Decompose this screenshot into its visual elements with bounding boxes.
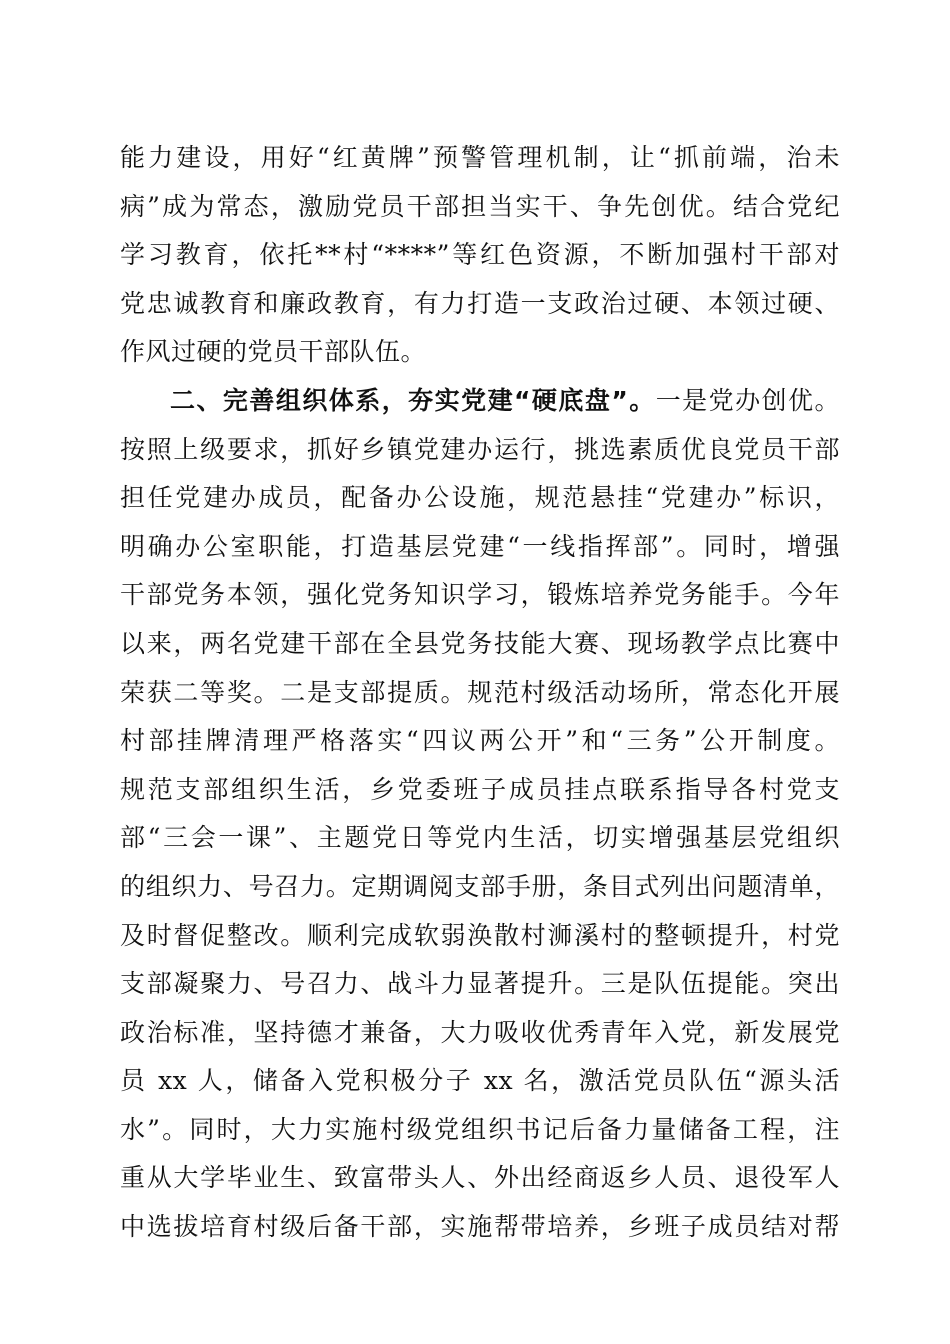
paragraph-line: 员 xx 人，储备入党积极分子 xx 名，激活党员队伍“源头活 <box>120 1066 840 1096</box>
section-heading: 二、完善组织体系，夯实党建“硬底盘”。 <box>170 385 656 415</box>
paragraph-line: 部“三会一课”、主题党日等党内生活，切实增强基层党组织 <box>120 823 840 853</box>
paragraph-line: 重从大学毕业生、致富带头人、外出经商返乡人员、退役军人 <box>120 1163 840 1193</box>
paragraph-line-rest: 一是党办创优。 <box>655 385 840 415</box>
paragraph-line: 及时督促整改。顺利完成软弱涣散村浉溪村的整顿提升，村党 <box>120 920 840 950</box>
paragraph-capacity-building <box>120 134 840 377</box>
paragraph-line: 以来，两名党建干部在全县党务技能大赛、现场教学点比赛中 <box>120 628 840 658</box>
paragraph-line: 的组织力、号召力。定期调阅支部手册，条目式列出问题清单， <box>120 871 840 901</box>
paragraph-line: 支部凝聚力、号召力、战斗力显著提升。三是队伍提能。突出 <box>120 969 840 999</box>
paragraph-line: 政治标准，坚持德才兼备，大力吸收优秀青年入党，新发展党 <box>120 1017 840 1047</box>
section-heading-line <box>120 377 840 426</box>
document-body <box>120 134 840 1252</box>
paragraph-line: 中选拔培育村级后备干部，实施帮带培养，乡班子成员结对帮 <box>120 1212 840 1242</box>
paragraph-line: 干部党务本领，强化党务知识学习，锻炼培养党务能手。今年 <box>120 580 840 610</box>
paragraph-line: 病”成为常态，激励党员干部担当实干、争先创优。结合党纪 <box>120 191 840 221</box>
paragraph-line: 担任党建办成员，配备办公设施，规范悬挂“党建办”标识， <box>120 483 840 513</box>
paragraph-line: 按照上级要求，抓好乡镇党建办运行，挑选素质优良党员干部 <box>120 434 840 464</box>
paragraph-line: 村部挂牌清理严格落实“四议两公开”和“三务”公开制度。 <box>120 726 840 756</box>
paragraph-line: 规范支部组织生活，乡党委班子成员挂点联系指导各村党支 <box>120 774 840 804</box>
paragraph-line: 水”。同时，大力实施村级党组织书记后备力量储备工程，注 <box>120 1114 840 1144</box>
paragraph-line: 能力建设，用好“红黄牌”预警管理机制，让“抓前端，治未 <box>120 143 840 172</box>
paragraph-line: 党忠诚教育和廉政教育，有力打造一支政治过硬、本领过硬、 <box>120 288 840 318</box>
paragraph-line: 学习教育，依托**村“****”等红色资源，不断加强村干部对 <box>120 240 840 270</box>
paragraph-line: 荣获二等奖。二是支部提质。规范村级活动场所，常态化开展 <box>120 677 840 707</box>
paragraph-line: 明确办公室职能，打造基层党建“一线指挥部”。同时，增强 <box>120 531 840 561</box>
paragraph-organization-system <box>120 377 840 1252</box>
paragraph-line: 作风过硬的党员干部队伍。 <box>120 337 427 367</box>
